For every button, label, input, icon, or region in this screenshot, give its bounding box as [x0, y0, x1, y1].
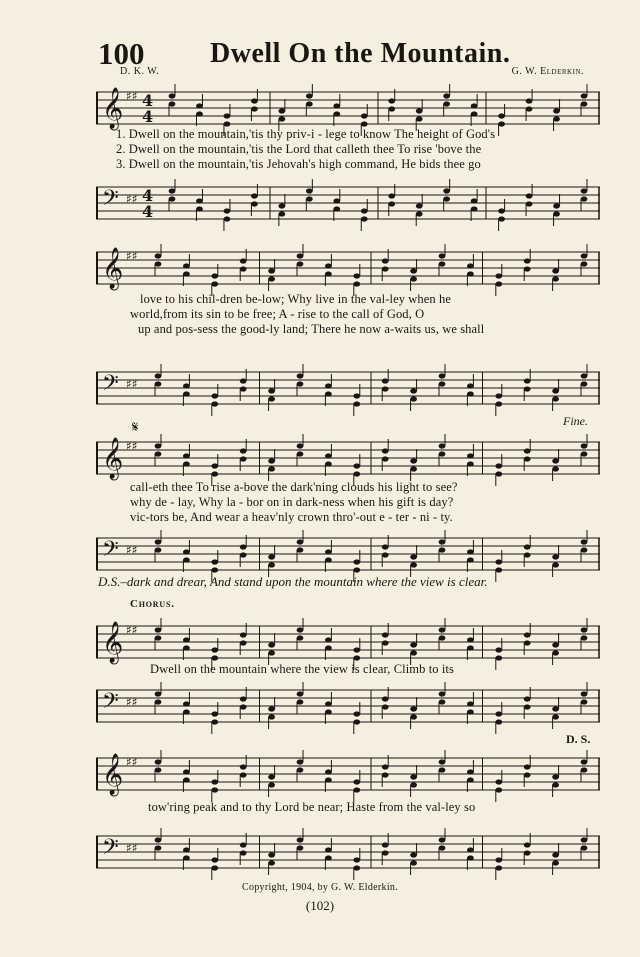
note-icon: [268, 379, 275, 411]
note-icon: [471, 189, 478, 221]
words-credit: D. K. W.: [120, 66, 160, 77]
note-icon: [495, 550, 502, 582]
note-icon: [467, 760, 474, 792]
note-icon: [183, 628, 190, 660]
time-signature: 4: [142, 202, 154, 221]
note-icon: [333, 189, 340, 221]
time-signature: 4: [142, 107, 154, 126]
bass-clef-icon: 𝄢: [102, 689, 119, 719]
lyric-line: 1. Dwell on the mountain,'tis thy priv-i - lege to know The height of God's: [116, 127, 496, 141]
note-icon: [495, 638, 502, 670]
note-icon: [325, 254, 332, 286]
note-icon: [268, 765, 275, 797]
note-icon: [325, 838, 332, 870]
note-icon: [268, 633, 275, 665]
staff-lines: [96, 752, 600, 796]
key-signature-icon: ♯♯: [126, 439, 138, 453]
note-icon: [467, 444, 474, 476]
bass-staff: [96, 684, 600, 728]
key-signature-icon: ♯♯: [126, 755, 138, 769]
note-icon: [325, 540, 332, 572]
staff-lines: [96, 684, 600, 728]
note-icon: [183, 692, 190, 724]
staff-lines: [96, 620, 600, 664]
note-icon: [211, 702, 218, 734]
note-icon: [196, 189, 203, 221]
music-credit: G. W. Elderkin.: [511, 66, 584, 77]
note-icon: [416, 194, 423, 226]
bass-staff: [96, 830, 600, 874]
note-icon: [552, 449, 559, 481]
hymn-title: Dwell On the Mountain.: [210, 38, 511, 69]
note-icon: [325, 374, 332, 406]
note-icon: [467, 254, 474, 286]
note-icon: [278, 194, 285, 226]
note-icon: [495, 264, 502, 296]
note-icon: [410, 545, 417, 577]
note-icon: [183, 444, 190, 476]
copyright-notice: Copyright, 1904, by G. W. Elderkin.: [241, 882, 399, 893]
note-icon: [471, 94, 478, 126]
note-icon: [467, 540, 474, 572]
note-icon: [552, 259, 559, 291]
chorus-label: Chorus.: [130, 598, 175, 610]
note-icon: [353, 702, 360, 734]
bass-staff: [96, 366, 600, 410]
lyric-line: call-eth thee To rise a-bove the dark'ning clouds his light to see?: [130, 480, 458, 494]
key-signature-icon: ♯♯: [126, 695, 138, 709]
note-icon: [552, 379, 559, 411]
note-icon: [183, 838, 190, 870]
note-icon: [325, 692, 332, 724]
note-icon: [325, 444, 332, 476]
note-icon: [552, 545, 559, 577]
treble-staff: [96, 752, 600, 796]
note-icon: [268, 843, 275, 875]
note-icon: [353, 770, 360, 802]
note-icon: [552, 765, 559, 797]
note-icon: [211, 384, 218, 416]
staff-lines: [96, 366, 600, 410]
key-signature-icon: ♯♯: [126, 543, 138, 557]
staff-lines: [96, 436, 600, 480]
note-icon: [552, 843, 559, 875]
bass-clef-icon: 𝄢: [102, 835, 119, 865]
note-icon: [495, 384, 502, 416]
note-icon: [495, 848, 502, 880]
note-icon: [553, 99, 560, 131]
hymn-number: 100: [98, 36, 145, 71]
note-icon: [552, 697, 559, 729]
note-icon: [410, 449, 417, 481]
note-icon: [410, 843, 417, 875]
lyric-line: 2. Dwell on the mountain,'tis the Lord that calleth thee To rise 'bove the: [116, 142, 482, 156]
key-signature-icon: ♯♯: [126, 377, 138, 391]
note-icon: [333, 94, 340, 126]
lyric-line: up and pos-sess the good-ly land; There he now a-waits us, we shall: [138, 322, 485, 336]
note-icon: [183, 374, 190, 406]
ds-text-line: D.S.–dark and drear, And stand upon the mountain where the view is clear.: [98, 574, 488, 589]
bass-staff: [96, 181, 600, 225]
note-icon: [410, 765, 417, 797]
bass-staff: [96, 532, 600, 576]
key-signature-icon: ♯♯: [126, 249, 138, 263]
time-signature: 4: [142, 91, 154, 110]
treble-clef-icon: 𝄞: [102, 248, 124, 289]
treble-staff: [96, 620, 600, 664]
lyric-line: 3. Dwell on the mountain,'tis Jehovah's high command, He bids thee go: [116, 157, 481, 171]
note-icon: [495, 454, 502, 486]
note-icon: [498, 104, 505, 136]
note-icon: [495, 702, 502, 734]
note-icon: [361, 199, 368, 231]
treble-clef-icon: 𝄞: [102, 754, 124, 795]
note-icon: [224, 199, 231, 231]
note-icon: [553, 194, 560, 226]
bass-clef-icon: 𝄢: [102, 537, 119, 567]
bass-clef-icon: 𝄢: [102, 186, 119, 216]
note-icon: [211, 770, 218, 802]
note-icon: [183, 540, 190, 572]
note-icon: [268, 449, 275, 481]
key-signature-icon: ♯♯: [126, 623, 138, 637]
staff-lines: [96, 830, 600, 874]
note-icon: [353, 848, 360, 880]
treble-clef-icon: 𝄞: [102, 622, 124, 663]
lyric-line: vic-tors be, And wear a heav'nly crown thro'-out e - ter - ni - ty.: [130, 510, 453, 524]
key-signature-icon: ♯♯: [126, 89, 138, 103]
time-signature: 4: [142, 186, 154, 205]
note-icon: [467, 374, 474, 406]
note-icon: [325, 628, 332, 660]
note-icon: [410, 259, 417, 291]
treble-clef-icon: 𝄞: [102, 438, 124, 479]
note-icon: [467, 692, 474, 724]
page-number: (102): [305, 898, 335, 913]
note-icon: [410, 697, 417, 729]
treble-staff: [96, 436, 600, 480]
note-icon: [183, 760, 190, 792]
note-icon: [410, 379, 417, 411]
hymn-header: [0, 36, 640, 70]
lyric-line: world,from its sin to be free; A - rise to the call of God, O: [130, 307, 425, 321]
key-signature-icon: ♯♯: [126, 192, 138, 206]
staff-lines: [96, 181, 600, 225]
note-icon: [268, 697, 275, 729]
ds-marking: D. S.: [566, 732, 591, 746]
note-icon: [268, 545, 275, 577]
note-icon: [410, 633, 417, 665]
treble-staff: [96, 246, 600, 290]
note-icon: [211, 848, 218, 880]
lyric-line: Dwell on the mountain where the view is clear, Climb to its: [150, 662, 454, 676]
lyric-line: love to his chil-dren be-low; Why live in the val-ley when he: [140, 292, 451, 306]
note-icon: [467, 628, 474, 660]
bass-clef-icon: 𝄢: [102, 371, 119, 401]
staff-lines: [96, 246, 600, 290]
fine-marking: Fine.: [563, 414, 588, 428]
note-icon: [183, 254, 190, 286]
segno-sign: 𝄋: [132, 420, 139, 436]
staff-lines: [96, 532, 600, 576]
lyric-line: tow'ring peak and to thy Lord be near; Haste from the val-ley so: [148, 800, 476, 814]
note-icon: [552, 633, 559, 665]
note-icon: [467, 838, 474, 870]
treble-staff: [96, 86, 600, 130]
note-icon: [498, 199, 505, 231]
lyric-line: why de - lay, Why la - bor on in dark-ness when his gift is day?: [130, 495, 454, 509]
note-icon: [353, 384, 360, 416]
note-icon: [495, 770, 502, 802]
key-signature-icon: ♯♯: [126, 841, 138, 855]
note-icon: [268, 259, 275, 291]
staff-lines: [96, 86, 600, 130]
treble-clef-icon: 𝄞: [102, 88, 124, 129]
note-icon: [196, 94, 203, 126]
note-icon: [325, 760, 332, 792]
